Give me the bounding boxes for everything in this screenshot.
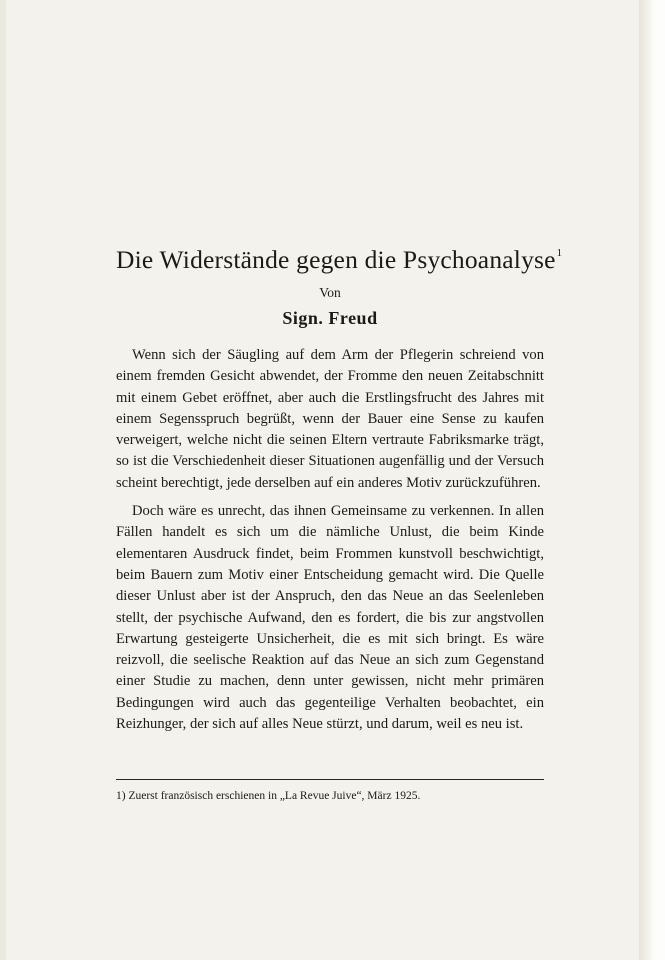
article-title bbox=[116, 245, 563, 275]
body-text bbox=[116, 345, 544, 735]
scan-edge-left bbox=[0, 0, 6, 960]
article-body bbox=[116, 245, 563, 742]
article-title-text: Die Widerstände gegen die Psychoanalyse bbox=[116, 245, 556, 274]
scan-edge-right bbox=[639, 0, 665, 960]
byline-von: Von bbox=[319, 285, 341, 300]
author-name: Sign. Freud bbox=[282, 308, 378, 328]
paragraph-1: Wenn sich der Säugling auf dem Arm der Pflegerin schreiend von einem fremden Gesicht abwendet, der Fromme den neuen Zeitabschnitt mit einem Gebet eröffnet, aber auch die Erstlingsfrucht des Jahres mit einem Segensspruch begrüßt, wenn der Bauer eine Sense zu kaufen verweigert, welche nicht die seinen Eltern vertraute Fabriksmarke trägt, so ist die Verschiedenheit dieser Situationen augenfällig und der Versuch scheint berechtigt, jede derselben auf ein anderes Motiv zurückzuführen. bbox=[116, 347, 544, 491]
footnote-marker: 1 bbox=[556, 247, 563, 259]
footnote-rule bbox=[116, 779, 544, 780]
footnote: 1) Zuerst französisch erschienen in „La Revue Juive“, März 1925. bbox=[116, 790, 421, 802]
paragraph-2: Doch wäre es unrecht, das ihnen Gemeinsame zu verkennen. In allen Fällen handelt es sich um die nämliche Unlust, die beim Kinde elementaren Ausdruck findet, beim Frommen kunstvoll beschwichtigt, beim Bauern zum Motiv einer Entscheidung gemacht wird. Die Quelle dieser Unlust aber ist der Anspruch, den das Neue an das Seelenleben stellt, der psychische Aufwand, den es fordert, die bis zur angstvollen Erwartung gesteigerte Unsicherheit, die es mit sich bringt. Es wäre reizvoll, die seelische Reaktion auf das Neue an sich zum Gegenstand einer Studie zu machen, denn unter gewissen, nicht mehr primären Bedingungen wird auch das gegenteilige Verhalten beobachtet, ein Reizhunger, der sich auf alles Neue stürzt, und darum, weil es neu ist. bbox=[116, 503, 544, 733]
